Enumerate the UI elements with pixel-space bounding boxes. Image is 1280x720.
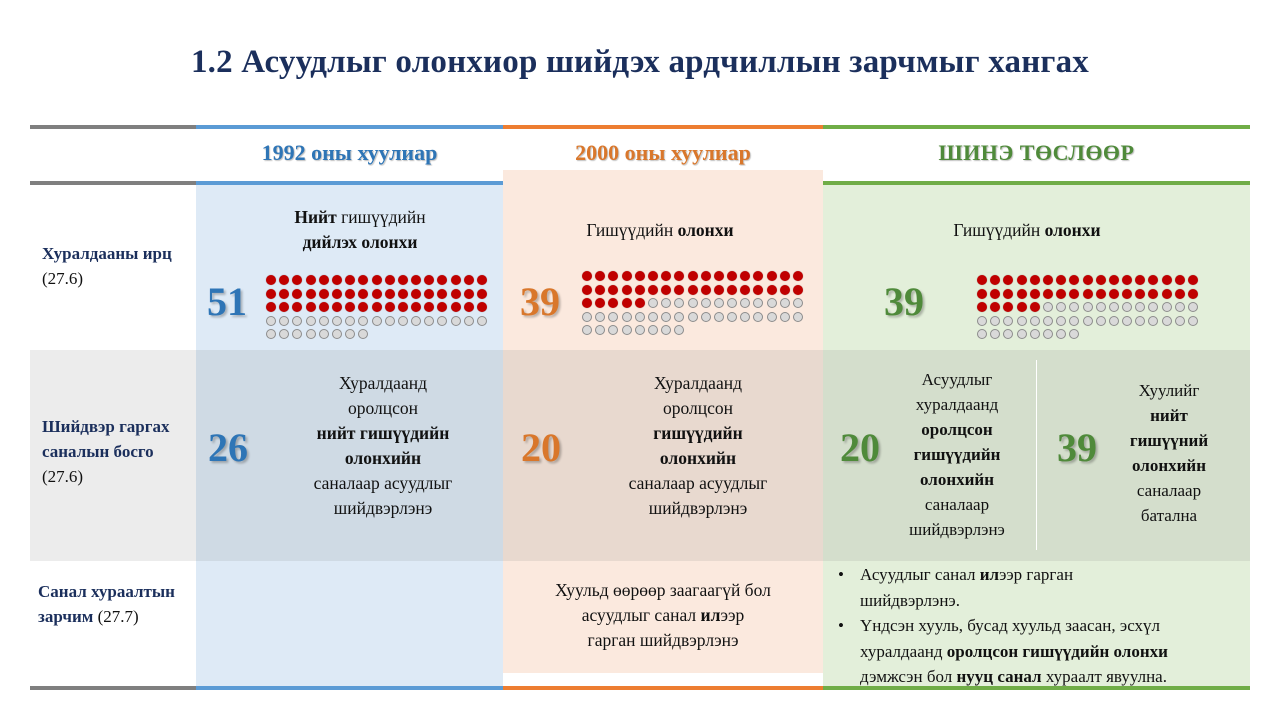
member-dot-present — [424, 275, 434, 285]
member-dot-absent — [1003, 316, 1013, 326]
member-dot-present — [1056, 289, 1066, 299]
member-dot-present — [648, 285, 658, 295]
member-dot-present — [767, 285, 777, 295]
member-dot-present — [1188, 275, 1198, 285]
member-dot-absent — [1122, 302, 1132, 312]
header-bottom-line-grey — [30, 181, 196, 185]
member-dot-present — [437, 275, 447, 285]
column-header-new-draft: ШИНЭ ТӨСЛӨӨР — [938, 140, 1135, 165]
member-dot-present — [727, 285, 737, 295]
quorum-new-value: 39 — [884, 279, 924, 324]
member-dot-absent — [727, 312, 737, 322]
member-dot-absent — [1083, 302, 1093, 312]
member-dot-absent — [648, 325, 658, 335]
member-dot-present — [1135, 289, 1145, 299]
member-dot-absent — [990, 316, 1000, 326]
member-dot-present — [345, 302, 355, 312]
member-dot-absent — [1188, 302, 1198, 312]
member-dot-absent — [977, 329, 987, 339]
member-dot-present — [345, 289, 355, 299]
member-dot-present — [1030, 275, 1040, 285]
member-dot-absent — [266, 316, 276, 326]
member-dot-present — [661, 285, 671, 295]
member-dot-present — [990, 275, 1000, 285]
member-dot-present — [608, 298, 618, 308]
member-dot-present — [1043, 275, 1053, 285]
member-dot-present — [358, 275, 368, 285]
member-dot-present — [793, 271, 803, 281]
member-dot-present — [635, 285, 645, 295]
member-dot-present — [398, 289, 408, 299]
member-dot-present — [635, 271, 645, 281]
row-label-quorum: Хуралдааны ирц (27.6) — [42, 244, 172, 288]
quorum-new-text: Гишүүдийн олонхи — [953, 220, 1101, 240]
member-dot-present — [1148, 289, 1158, 299]
member-dot-present — [1188, 289, 1198, 299]
member-dot-absent — [1069, 302, 1079, 312]
member-dot-absent — [714, 298, 724, 308]
member-dot-present — [1175, 289, 1185, 299]
decision-1992-text: Хуралдаанд оролцсон нийт гишүүдийн олонхийн саналаар асуудлыг шийдвэрлэнэ — [313, 373, 453, 518]
member-dot-absent — [292, 316, 302, 326]
member-dot-absent — [780, 312, 790, 322]
member-dot-present — [437, 302, 447, 312]
member-dot-absent — [661, 298, 671, 308]
decision-new-meeting-text: Асуудлыг хуралдаанд оролцсон гишүүдийн олонхийн саналаар шийдвэрлэнэ — [909, 370, 1005, 539]
member-dot-absent — [1069, 329, 1079, 339]
quorum-1992-dot-grid — [266, 275, 487, 339]
member-dot-absent — [990, 329, 1000, 339]
member-dot-present — [1069, 275, 1079, 285]
decision-new-law-text: Хуулийг нийт гишүүний олонхийн саналаар батална — [1129, 381, 1209, 525]
member-dot-absent — [1056, 329, 1066, 339]
member-dot-absent — [1148, 316, 1158, 326]
member-dot-absent — [661, 325, 671, 335]
header-top-line-blue — [196, 125, 503, 129]
column-header-2000: 2000 оны хуулиар — [575, 140, 751, 165]
member-dot-absent — [266, 329, 276, 339]
member-dot-present — [780, 285, 790, 295]
member-dot-present — [595, 271, 605, 281]
member-dot-absent — [1017, 329, 1027, 339]
member-dot-present — [1003, 302, 1013, 312]
member-dot-present — [595, 285, 605, 295]
quorum-1992-text: Нийт гишүүдийн дийлэх олонхи — [294, 207, 426, 252]
decision-new-divider — [1036, 360, 1037, 550]
member-dot-absent — [385, 316, 395, 326]
member-dot-absent — [793, 312, 803, 322]
member-dot-absent — [582, 325, 592, 335]
voting-new-bullet-1: • Асуудлыг санал илээр гарган шийдвэрлэнэ. — [838, 565, 1074, 610]
member-dot-absent — [1175, 316, 1185, 326]
member-dot-present — [1148, 275, 1158, 285]
member-dot-present — [477, 275, 487, 285]
member-dot-absent — [1083, 316, 1093, 326]
header-bottom-line-green — [823, 181, 1250, 185]
member-dot-present — [1096, 289, 1106, 299]
member-dot-present — [977, 289, 987, 299]
member-dot-present — [279, 302, 289, 312]
member-dot-present — [622, 298, 632, 308]
member-dot-present — [319, 289, 329, 299]
member-dot-absent — [753, 298, 763, 308]
member-dot-absent — [674, 298, 684, 308]
member-dot-absent — [345, 316, 355, 326]
member-dot-present — [793, 285, 803, 295]
member-dot-present — [688, 285, 698, 295]
member-dot-absent — [345, 329, 355, 339]
member-dot-absent — [306, 329, 316, 339]
member-dot-present — [398, 302, 408, 312]
member-dot-absent — [608, 312, 618, 322]
member-dot-present — [608, 271, 618, 281]
member-dot-absent — [319, 316, 329, 326]
member-dot-present — [358, 302, 368, 312]
member-dot-present — [595, 298, 605, 308]
member-dot-present — [753, 285, 763, 295]
member-dot-present — [753, 271, 763, 281]
decision-2000-value: 20 — [521, 425, 561, 470]
member-dot-present — [424, 302, 434, 312]
member-dot-present — [1162, 289, 1172, 299]
member-dot-absent — [1148, 302, 1158, 312]
member-dot-absent — [464, 316, 474, 326]
member-dot-absent — [1109, 316, 1119, 326]
member-dot-present — [279, 275, 289, 285]
member-dot-absent — [1069, 316, 1079, 326]
member-dot-absent — [1056, 316, 1066, 326]
member-dot-absent — [1096, 316, 1106, 326]
member-dot-present — [1122, 275, 1132, 285]
member-dot-present — [464, 275, 474, 285]
member-dot-absent — [1030, 316, 1040, 326]
decision-2000-text: Хуралдаанд оролцсон гишүүдийн олонхийн саналаар асуудлыг шийдвэрлэнэ — [628, 373, 768, 518]
member-dot-present — [740, 271, 750, 281]
member-dot-present — [661, 271, 671, 281]
member-dot-present — [266, 302, 276, 312]
member-dot-present — [319, 302, 329, 312]
member-dot-present — [1003, 275, 1013, 285]
member-dot-present — [477, 289, 487, 299]
member-dot-present — [292, 289, 302, 299]
member-dot-present — [1030, 289, 1040, 299]
member-dot-present — [1030, 302, 1040, 312]
member-dot-present — [1109, 275, 1119, 285]
member-dot-present — [622, 285, 632, 295]
decision-new-meeting-value: 20 — [840, 425, 880, 470]
member-dot-absent — [648, 298, 658, 308]
member-dot-present — [451, 289, 461, 299]
member-dot-absent — [595, 325, 605, 335]
member-dot-absent — [793, 298, 803, 308]
decision-new-law-value: 39 — [1057, 425, 1097, 470]
member-dot-absent — [582, 312, 592, 322]
quorum-2000-value: 39 — [520, 279, 560, 324]
header-bottom-line-blue — [196, 181, 503, 185]
member-dot-present — [990, 302, 1000, 312]
header-top-line-grey — [30, 125, 196, 129]
member-dot-present — [372, 275, 382, 285]
member-dot-present — [306, 289, 316, 299]
member-dot-absent — [1135, 316, 1145, 326]
member-dot-absent — [1135, 302, 1145, 312]
member-dot-absent — [411, 316, 421, 326]
member-dot-present — [398, 275, 408, 285]
member-dot-absent — [608, 325, 618, 335]
member-dot-absent — [740, 298, 750, 308]
member-dot-absent — [1043, 316, 1053, 326]
member-dot-present — [1083, 275, 1093, 285]
quorum-new-dot-grid — [977, 275, 1198, 339]
header-top-line-green — [823, 125, 1250, 129]
member-dot-present — [740, 285, 750, 295]
member-dot-present — [385, 275, 395, 285]
member-dot-present — [451, 302, 461, 312]
header-top-line-orange — [503, 125, 823, 129]
member-dot-absent — [767, 298, 777, 308]
member-dot-absent — [306, 316, 316, 326]
member-dot-present — [1122, 289, 1132, 299]
member-dot-present — [767, 271, 777, 281]
member-dot-absent — [332, 329, 342, 339]
member-dot-present — [780, 271, 790, 281]
member-dot-present — [674, 271, 684, 281]
quorum-2000-text: Гишүүдийн олонхи — [586, 220, 734, 240]
member-dot-present — [464, 289, 474, 299]
member-dot-absent — [1162, 302, 1172, 312]
member-dot-present — [674, 285, 684, 295]
member-dot-absent — [1162, 316, 1172, 326]
member-dot-absent — [437, 316, 447, 326]
member-dot-absent — [1056, 302, 1066, 312]
member-dot-absent — [477, 316, 487, 326]
bottom-line-orange — [503, 686, 823, 690]
voting-2000-text: Хуульд өөрөөр заагаагүй бол асуудлыг санал илээр гарган шийдвэрлэнэ — [555, 580, 771, 650]
column-header-1992: 1992 оны хуулиар — [261, 140, 438, 165]
member-dot-absent — [1003, 329, 1013, 339]
member-dot-absent — [1043, 329, 1053, 339]
member-dot-present — [1017, 302, 1027, 312]
member-dot-absent — [661, 312, 671, 322]
member-dot-present — [358, 289, 368, 299]
member-dot-present — [1069, 289, 1079, 299]
member-dot-absent — [1043, 302, 1053, 312]
member-dot-absent — [977, 316, 987, 326]
member-dot-present — [688, 271, 698, 281]
member-dot-present — [385, 302, 395, 312]
member-dot-absent — [674, 325, 684, 335]
member-dot-absent — [595, 312, 605, 322]
member-dot-present — [319, 275, 329, 285]
member-dot-absent — [424, 316, 434, 326]
voting-new-bullets — [836, 562, 1256, 690]
quorum-1992-value: 51 — [207, 279, 247, 324]
quorum-2000-dot-grid — [582, 271, 803, 335]
member-dot-present — [582, 271, 592, 281]
member-dot-absent — [1030, 329, 1040, 339]
member-dot-present — [1109, 289, 1119, 299]
member-dot-present — [306, 275, 316, 285]
member-dot-absent — [767, 312, 777, 322]
member-dot-absent — [714, 312, 724, 322]
member-dot-present — [266, 289, 276, 299]
member-dot-present — [266, 275, 276, 285]
member-dot-absent — [1188, 316, 1198, 326]
member-dot-absent — [1109, 302, 1119, 312]
member-dot-present — [714, 271, 724, 281]
member-dot-absent — [1096, 302, 1106, 312]
row3-col2-white-gap — [503, 673, 823, 687]
row-label-decision-threshold: Шийдвэр гаргах саналын босго (27.6) — [42, 417, 170, 486]
member-dot-present — [306, 302, 316, 312]
member-dot-present — [332, 302, 342, 312]
slide-title: 1.2 Асуудлыг олонхиор шийдэх ардчиллын зарчмыг хангах — [190, 44, 1090, 80]
member-dot-absent — [319, 329, 329, 339]
member-dot-present — [582, 285, 592, 295]
member-dot-absent — [1122, 316, 1132, 326]
bottom-line-blue — [196, 686, 503, 690]
member-dot-present — [385, 289, 395, 299]
member-dot-absent — [701, 312, 711, 322]
member-dot-present — [279, 289, 289, 299]
member-dot-present — [701, 271, 711, 281]
member-dot-present — [1017, 275, 1027, 285]
decision-1992-value: 26 — [208, 425, 248, 470]
member-dot-present — [372, 302, 382, 312]
member-dot-absent — [622, 325, 632, 335]
member-dot-present — [977, 302, 987, 312]
member-dot-absent — [648, 312, 658, 322]
member-dot-absent — [358, 316, 368, 326]
member-dot-present — [701, 285, 711, 295]
member-dot-present — [372, 289, 382, 299]
member-dot-present — [648, 271, 658, 281]
member-dot-present — [437, 289, 447, 299]
member-dot-absent — [740, 312, 750, 322]
member-dot-present — [292, 302, 302, 312]
member-dot-present — [345, 275, 355, 285]
member-dot-present — [411, 302, 421, 312]
member-dot-present — [1003, 289, 1013, 299]
member-dot-absent — [635, 325, 645, 335]
member-dot-absent — [635, 312, 645, 322]
member-dot-present — [424, 289, 434, 299]
member-dot-absent — [279, 329, 289, 339]
member-dot-present — [977, 275, 987, 285]
member-dot-absent — [398, 316, 408, 326]
member-dot-present — [451, 275, 461, 285]
member-dot-absent — [622, 312, 632, 322]
member-dot-absent — [292, 329, 302, 339]
member-dot-absent — [688, 298, 698, 308]
member-dot-absent — [1017, 316, 1027, 326]
member-dot-present — [477, 302, 487, 312]
member-dot-absent — [688, 312, 698, 322]
member-dot-present — [1083, 289, 1093, 299]
member-dot-present — [464, 302, 474, 312]
member-dot-absent — [701, 298, 711, 308]
voting-new-bullet-2: • Үндсэн хууль, бусад хуульд заасан, эсхүл хуралдаанд оролцсон гишүүдийн олонхи дэмжсэн бол нууц санал хураалт явуулна. — [838, 616, 1168, 686]
member-dot-absent — [727, 298, 737, 308]
member-dot-absent — [674, 312, 684, 322]
member-dot-absent — [753, 312, 763, 322]
member-dot-present — [727, 271, 737, 281]
member-dot-present — [1135, 275, 1145, 285]
member-dot-present — [1056, 275, 1066, 285]
member-dot-present — [1096, 275, 1106, 285]
member-dot-absent — [372, 316, 382, 326]
member-dot-absent — [279, 316, 289, 326]
member-dot-absent — [358, 329, 368, 339]
member-dot-present — [622, 271, 632, 281]
member-dot-absent — [451, 316, 461, 326]
member-dot-present — [1175, 275, 1185, 285]
member-dot-present — [635, 298, 645, 308]
member-dot-present — [1017, 289, 1027, 299]
row-label-voting-principle: Санал хураалтын зарчим (27.7) — [38, 582, 175, 626]
member-dot-present — [292, 275, 302, 285]
bottom-line-grey — [30, 686, 196, 690]
member-dot-absent — [332, 316, 342, 326]
member-dot-absent — [1175, 302, 1185, 312]
member-dot-present — [332, 289, 342, 299]
member-dot-present — [411, 275, 421, 285]
member-dot-present — [990, 289, 1000, 299]
member-dot-present — [714, 285, 724, 295]
member-dot-present — [411, 289, 421, 299]
member-dot-present — [332, 275, 342, 285]
member-dot-present — [1162, 275, 1172, 285]
member-dot-present — [1043, 289, 1053, 299]
member-dot-present — [608, 285, 618, 295]
member-dot-present — [582, 298, 592, 308]
member-dot-absent — [780, 298, 790, 308]
